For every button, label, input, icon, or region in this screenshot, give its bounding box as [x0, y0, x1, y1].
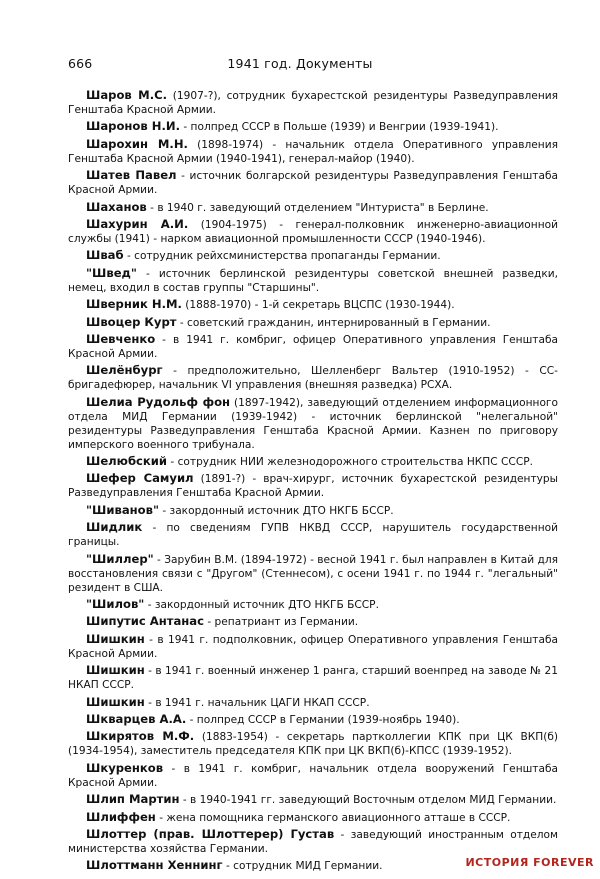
glossary-entry: [68, 332, 558, 361]
glossary-entry: [68, 614, 558, 629]
entry-description: (1883-1954) - секретарь партколлегии КПК при ЦК ВКП(б) (1934-1954), заместитель председателя КПК при ЦК ВКП(б)-КПСС (1939-1952).: [68, 731, 558, 758]
entry-name: Шаханов: [86, 199, 147, 214]
entry-description: (1897-1942), заведующий отделением информационного отдела МИД Германии (1939-1942) - источник берлинской "нелегальной" резидентуры Разведуправления Генштаба Красной Армии. Казнен по приговору имперского военного трибунала.: [68, 396, 558, 451]
entry-name: Шаров М.С.: [86, 88, 168, 102]
entry-description: (1907-?), сотрудник бухарестской резидентуры Разведуправления Генштаба Красной Армии.: [68, 90, 559, 116]
entry-description: - в 1941 г. военный инженер 1 ранга, старший военпред на заводе № 21 НКАП СССР.: [68, 665, 558, 692]
entry-name: Шидлик: [86, 520, 143, 535]
glossary-entry: [68, 761, 558, 790]
entry-description: (1891-?) - врач-хирург, источник бухарестской резидентуры Разведуправления Генштаба Красной Армии.: [68, 473, 559, 500]
entry-name: Шкуренков: [86, 760, 164, 775]
glossary-entries: [68, 88, 558, 876]
entry-description: - Зарубин В.М. (1894-1972) - весной 1941 г. был направлен в Китай для восстановления связи с "Другом" (Стеннесом), с осени 1941 г. по 1944 г. "легальный" резидент в США.: [68, 553, 558, 594]
glossary-entry: [68, 88, 558, 117]
entry-name: Шелиа Рудольф фон: [86, 394, 231, 409]
entry-description: - источник берлинской резидентуры советской внешней разведки, немец, входил в состав группы "Старшины".: [68, 267, 558, 294]
glossary-entry: [68, 632, 558, 661]
glossary-entry: [68, 810, 558, 825]
running-title: 1941 год. Документы: [227, 56, 373, 71]
entry-name: Шишкин: [86, 694, 145, 709]
glossary-entry: [68, 454, 558, 469]
glossary-entry: [68, 663, 558, 692]
entry-description: - полпред СССР в Польше (1939) и Венгрии (1939-1941).: [179, 121, 499, 134]
page-number: 666: [68, 56, 93, 71]
entry-description: - в 1941 г. комбриг, начальник отдела вооружений Генштаба Красной Армии.: [68, 762, 558, 789]
entry-name: Шлиффен: [86, 809, 156, 824]
page-header: [68, 56, 532, 72]
entry-description: - по сведениям ГУПВ НКВД СССР, нарушитель государственной границы.: [68, 522, 558, 549]
entry-name: Шипутис Антанас: [86, 614, 204, 629]
glossary-entry: [68, 597, 558, 612]
glossary-entry: [68, 217, 558, 246]
glossary-entry: [68, 168, 558, 197]
glossary-entry: [68, 792, 558, 807]
glossary-entry: [68, 471, 558, 500]
glossary-entry: [68, 503, 558, 518]
entry-description: - в 1941 г. начальник ЦАГИ НКАП СССР.: [144, 696, 370, 709]
entry-name: Шлоттманн Хеннинг: [86, 858, 223, 873]
entry-name: Шахурин А.И.: [86, 216, 189, 231]
entry-name: Шишкин: [86, 631, 145, 646]
entry-name: Шлоттер (прав. Шлоттерер) Густав: [86, 826, 335, 841]
entry-name: Шкварцев А.А.: [86, 711, 187, 726]
entry-description: - в 1941 г. подполковник, офицер Оперативного управления Генштаба Красной Армии.: [68, 633, 558, 660]
entry-name: "Шилов": [86, 597, 145, 612]
entry-name: Шваб: [86, 248, 124, 263]
entry-description: (1888-1970) - 1-й секретарь ВЦСПС (1930-1944).: [181, 299, 455, 312]
entry-name: "Швед": [86, 265, 137, 280]
glossary-entry: [68, 552, 558, 595]
entry-description: - репатриант из Германии.: [204, 616, 359, 629]
glossary-entry: [68, 695, 558, 710]
glossary-entry: [68, 266, 558, 295]
glossary-entry: [68, 315, 558, 330]
glossary-entry: [68, 248, 558, 263]
entry-name: Шверник Н.М.: [86, 297, 182, 312]
entry-name: Шишкин: [86, 663, 145, 678]
glossary-entry: [68, 395, 558, 452]
entry-description: (1898-1974) - начальник отдела Оперативного управления Генштаба Красной Армии (1940-1941), генерал-майор (1940).: [68, 138, 558, 165]
glossary-entry: [68, 200, 558, 215]
entry-description: - в 1940-1941 гг. заведующий Восточным отделом МИД Германии.: [179, 794, 557, 807]
entry-name: Шаронов Н.И.: [86, 119, 180, 134]
glossary-entry: [68, 520, 558, 549]
glossary-entry: [68, 119, 558, 134]
glossary-entry: [68, 363, 558, 392]
entry-description: - закордонный источник ДТО НКГБ БССР.: [144, 599, 379, 612]
entry-description: - заведующий иностранным отделом министерства хозяйства Германии.: [68, 828, 559, 855]
entry-name: Шелёнбург: [86, 363, 163, 378]
entry-name: Шелюбский: [86, 454, 168, 469]
glossary-entry: [68, 712, 558, 727]
entry-description: - советский гражданин, интернированный в Германии.: [176, 316, 491, 329]
entry-name: Шатев Павел: [86, 168, 177, 183]
entry-name: Шарохин М.Н.: [86, 136, 188, 151]
entry-description: - закордонный источник ДТО НКГБ БССР.: [159, 504, 394, 517]
entry-description: (1904-1975) - генерал-полковник инженерно-авиационной службы (1941) - нарком авиационной промышленности СССР (1940-1946).: [68, 218, 558, 245]
entry-name: Шкирятов М.Ф.: [86, 729, 195, 744]
entry-name: "Шиванов": [86, 502, 159, 517]
glossary-entry: [68, 137, 558, 166]
entry-description: - полпред СССР в Германии (1939-ноябрь 1940).: [186, 713, 460, 726]
entry-name: Шлип Мартин: [86, 792, 180, 807]
entry-description: - жена помощника германского авиационного атташе в СССР.: [155, 811, 511, 824]
entry-name: Шефер Самуил: [86, 471, 194, 486]
glossary-entry: [68, 297, 558, 312]
entry-description: - источник болгарской резидентуры Разведуправления Генштаба Красной Армии.: [68, 170, 558, 197]
entry-description: - сотрудник МИД Германии.: [222, 860, 383, 873]
entry-description: - сотрудник НИИ железнодорожного строительства НКПС СССР.: [167, 456, 533, 469]
watermark: ИСТОРИЯ FOREVER: [465, 856, 594, 869]
entry-description: - сотрудник рейхсминистерства пропаганды Германии.: [123, 250, 441, 263]
glossary-entry: [68, 827, 558, 856]
glossary-entry: [68, 729, 558, 758]
entry-name: Швоцер Курт: [86, 314, 177, 329]
entry-name: Шевченко: [86, 331, 156, 346]
entry-description: - предположительно, Шелленберг Вальтер (1910-1952) - СС-бригадефюрер, начальник VI управления (внешняя разведка) РСХА.: [68, 365, 558, 392]
entry-description: - в 1940 г. заведующий отделением "Интуриста" в Берлине.: [146, 201, 489, 214]
entry-description: - в 1941 г. комбриг, офицер Оперативного управления Генштаба Красной Армии.: [68, 333, 558, 360]
entry-name: "Шиллер": [86, 551, 154, 566]
